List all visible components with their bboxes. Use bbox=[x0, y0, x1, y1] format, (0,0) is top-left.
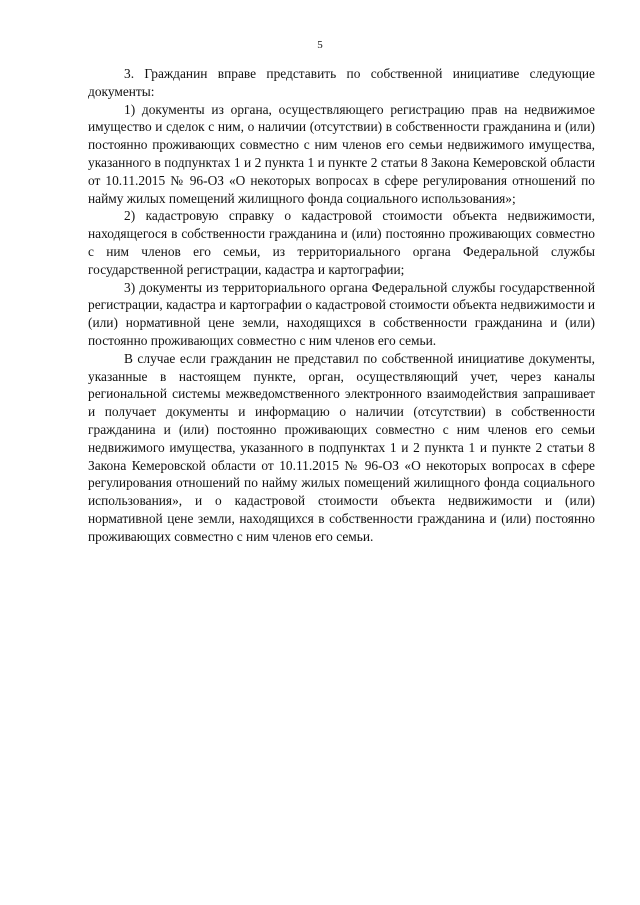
page-number: 5 bbox=[317, 39, 323, 51]
document-body bbox=[88, 65, 595, 546]
paragraph-interagency-request: В случае если гражданин не представил по собственной инициативе документы, указанные в настоящем пункте, орган, осуществляющий учет, через каналы региональной системы межведомственного электронного взаимодействия запрашивает и получает документы и информацию о наличии (отсутствии) в собственности гражданина и (или) постоянно проживающих совместно с ним членов его семьи недвижимого имущества, указанного в подпунктах 1 и 2 пункта 1 и пункте 2 статьи 8 Закона Кемеровской области от 10.11.2015 № 96-ОЗ «О некоторых вопросах в сфере регулирования отношений по найму жилых помещений жилищного фонда социального использования», и о кадастровой стоимости объекта недвижимости и (или) нормативной цене земли, находящихся в собственности гражданина и (или) постоянно проживающих совместно с ним членов его семьи. bbox=[88, 350, 595, 544]
paragraph-item-3-intro: 3. Гражданин вправе представить по собственной инициативе следующие документы: bbox=[88, 66, 595, 99]
paragraph-subitem-3: 3) документы из территориального органа Федеральной службы государственной регистрации, кадастра и картографии о кадастровой стоимости объекта недвижимости и (или) нормативной цене земли, находящихся в собственности гражданина и (или) постоянно проживающих совместно с ним членов его семьи. bbox=[88, 279, 595, 348]
paragraph-subitem-2: 2) кадастровую справку о кадастровой стоимости объекта недвижимости, находящегося в собственности гражданина и (или) постоянно проживающих совместно с ним членов его семьи, из территориального органа Федеральной службы государственной регистрации, кадастра и картографии; bbox=[88, 208, 595, 277]
paragraph-subitem-1: 1) документы из органа, осуществляющего регистрацию прав на недвижимое имущество и сделок с ним, о наличии (отсутствии) в собственности гражданина и (или) постоянно проживающих совместно с ним членов его семьи недвижимого имущества, указанного в подпунктах 1 и 2 пункта 1 и пункте 2 статьи 8 Закона Кемеровской области от 10.11.2015 № 96-ОЗ «О некоторых вопросах в сфере регулирования отношений по найму жилых помещений жилищного фонда социального использования»; bbox=[88, 101, 595, 206]
